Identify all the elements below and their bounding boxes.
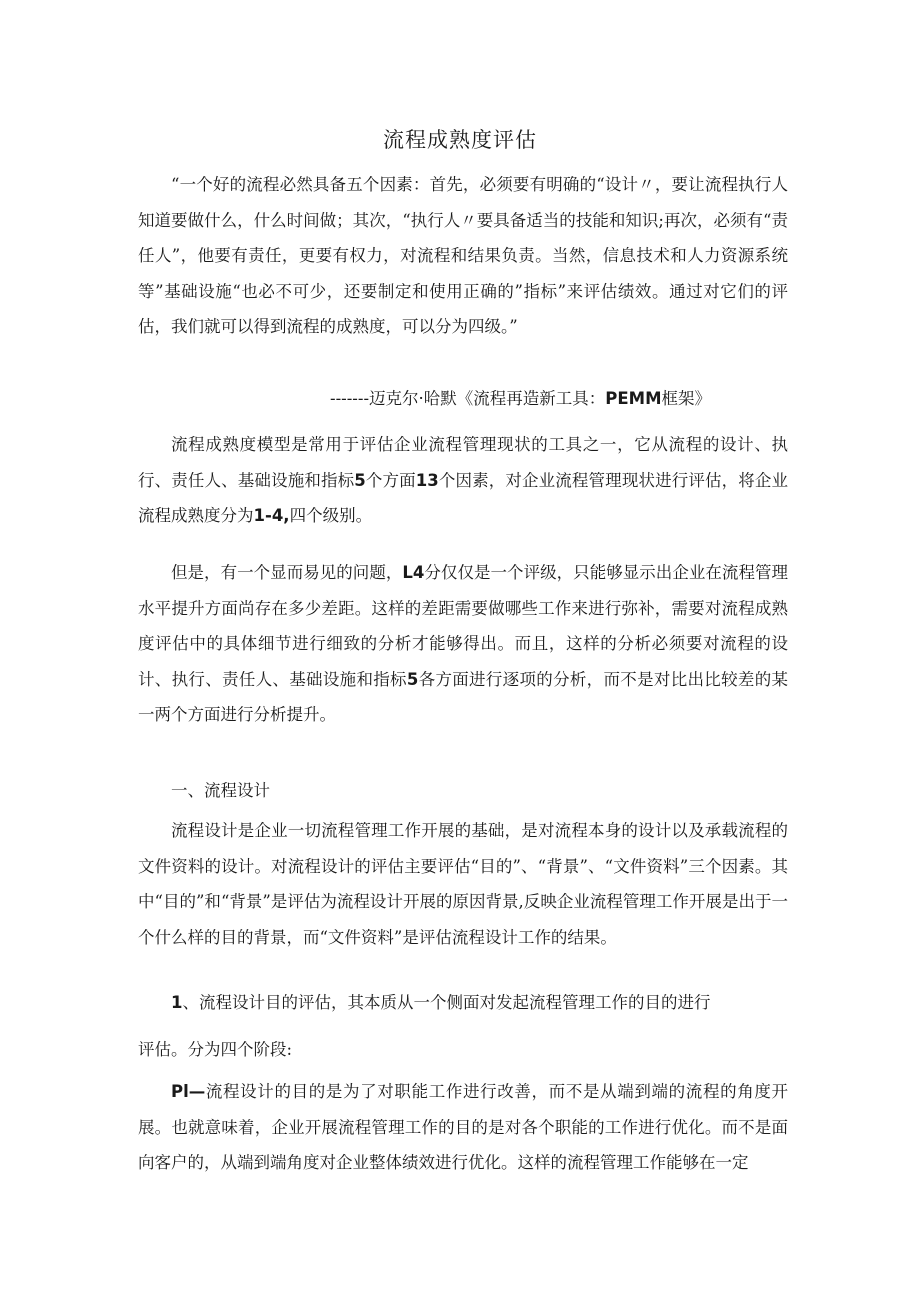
text-run: 流程成熟度模型是常用于评估企业流程管理现状的工具之一，它从流程的设计、执行、责任人、基础设施和指标 (138, 435, 788, 490)
paragraph-gap-analysis (138, 555, 788, 733)
text-run: 各方面进行逐项的分析，而不是对比出比较差的某一两个方面进行分析提升。 (138, 669, 789, 724)
quote-source-bold: PEMM (605, 389, 662, 408)
bold-run: L4 (402, 563, 425, 582)
bold-run: 13 (415, 470, 439, 490)
bold-run: 1 (171, 993, 183, 1012)
paragraph-p1-stage (138, 1074, 788, 1181)
quote-paragraph: “一个好的流程必然具备五个因素：首先，必须要有明确的“设计〃，要让流程执行人知道要做什么，什么时间做；其次，“执行人〃要具备适当的技能和知识;再次，必须有“责任人”，他要有责任，更要有权力，对流程和结果负责。当然，信息技术和人力资源系统等”基础设施“也必不可少，还要制定和使用正确的”指标”来评估绩效。通过对它们的评估，我们就可以得到流程的成熟度，可以分为四级。” (138, 175, 788, 336)
paragraph-four-stages: 评估。分为四个阶段: (138, 1040, 293, 1059)
paragraph-design-purpose (138, 985, 788, 1021)
quote-source-suffix: 框架》 (661, 389, 711, 408)
paragraph-maturity-model (138, 427, 788, 534)
text-run: 个因素，对企业流程管理现状进行评估，将企业流程成熟度分为 (138, 470, 789, 525)
bold-run: Pl— (171, 1082, 206, 1101)
quote-source-prefix: -------迈克尔·哈默《流程再造新工具： (330, 389, 606, 408)
bold-run: 5 (406, 669, 419, 689)
bold-run: 5 (354, 470, 366, 490)
quote-source (330, 385, 790, 413)
text-run: 、流程设计目的评估，其本质从一个侧面对发起流程管理工作的目的进行 (182, 993, 711, 1012)
bold-run: 1-4, (253, 506, 290, 525)
text-run: 四个级别。 (289, 506, 373, 525)
paragraph-process-design: 流程设计是企业一切流程管理工作开展的基础，是对流程本身的设计以及承载流程的文件资料的设计。对流程设计的评估主要评估“目的”、“背景”、“文件资料”三个因素。其中“目的”和“背景”是评估为流程设计开展的原因背景,反映企业流程管理工作开展是出于一个什么样的目的背景，而“文件资料”是评估流程设计工作的结果。 (138, 821, 788, 947)
text-run: 分仅仅是一个评级，只能够显示出企业在流程管理水平提升方面尚存在多少差距。这样的差距需要做哪些工作来进行弥补，需要对流程成熟度评估中的具体细节进行细致的分析才能够得出。而且，这样的分析必须要对流程的设计、执行、责任人、基础设施和指标 (138, 563, 789, 689)
text-run: 流程设计的目的是为了对职能工作进行改善，而不是从端到端的流程的角度开展。也就意味着，企业开展流程管理工作的目的是对各个职能的工作进行优化。而不是面向客户的，从端到端角度对企业整体绩效进行优化。这样的流程管理工作能够在一定 (138, 1082, 788, 1172)
section-heading-process-design: 一、流程设计 (171, 781, 270, 800)
page-title: 流程成熟度评估 (383, 128, 537, 152)
text-run: 但是，有一个显而易见的问题， (171, 563, 403, 582)
text-run: 个方面 (365, 470, 416, 490)
